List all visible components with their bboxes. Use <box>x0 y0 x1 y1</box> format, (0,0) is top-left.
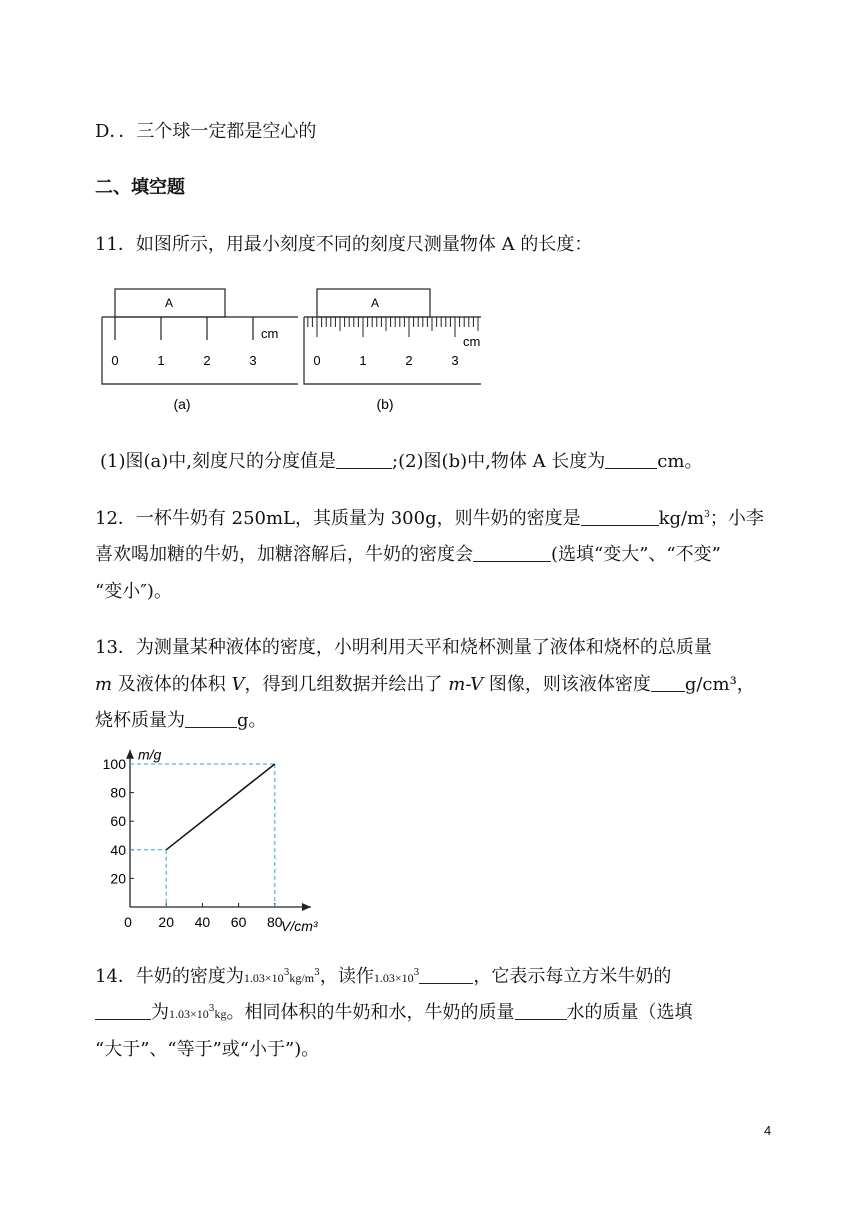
q14-blank-1[interactable] <box>419 969 473 984</box>
series-line <box>166 764 275 850</box>
ruler-b-tick-3: 3 <box>451 353 459 368</box>
q13-blank-2[interactable] <box>185 713 237 728</box>
q11-stem: 11．如图所示，用最小刻度不同的刻度尺测量物体 A 的长度： <box>95 234 593 255</box>
q13-text-2d: g/cm³， <box>684 674 755 695</box>
q14-line-1 <box>95 968 671 986</box>
q14-density-unit: kg/m <box>289 971 315 985</box>
q14-text-1c: ，它表示每立方米牛奶的 <box>473 966 672 987</box>
y-tick-label: 80 <box>110 784 126 801</box>
ruler-b <box>304 289 481 412</box>
ruler-b-tick-2: 2 <box>405 353 413 368</box>
q10-option-d: D．．三个球一定都是空心的 <box>95 121 317 142</box>
x-axis-arrow <box>302 903 311 911</box>
origin-label: 0 <box>124 914 132 930</box>
q13-line-3 <box>95 712 267 730</box>
ruler-b-tick-0: 0 <box>313 353 321 368</box>
block-a-label: A <box>164 296 174 310</box>
ruler-a-tick-2: 2 <box>203 353 211 368</box>
q12-unit: kg/m <box>658 508 705 529</box>
q12-text-2a: 喜欢喝加糖的牛奶，加糖溶解后，牛奶的密度会 <box>95 544 473 565</box>
figure-a-caption: (a) <box>173 396 191 412</box>
q12-text-1a: 12．一杯牛奶有 250mL，其质量为 300g，则牛奶的密度是 <box>95 508 581 529</box>
q13-line-1: 13．为测量某种液体的密度，小明利用天平和烧杯测量了液体和烧杯的总质量 <box>95 637 712 658</box>
q11-text-2: ;(2)图(b)中,物体 A 长度为 <box>392 451 606 472</box>
q14-read-exp: 3 <box>413 968 420 978</box>
q14-text-2b: 。相同体积的牛奶和水，牛奶的质量 <box>226 1002 515 1023</box>
ruler-b-unit: cm <box>463 334 481 349</box>
q12-text-2b: (选填“变大”、“不变” <box>551 544 721 565</box>
q14-line-3: “大于”、“等于”或“小于”)。 <box>95 1039 320 1060</box>
y-tick-label: 40 <box>110 841 126 858</box>
figure-b-caption: (b) <box>376 396 394 412</box>
y-tick-label: 100 <box>102 756 126 772</box>
q14-text-2c: 水的质量（选填 <box>566 1002 693 1023</box>
q14-text-1b: ，读作 <box>319 966 374 987</box>
ruler-a-unit: cm <box>261 326 279 341</box>
q14-density-exp: 3 <box>283 968 290 978</box>
ruler-a-tick-0: 0 <box>111 353 119 368</box>
q13-m: m <box>95 674 113 695</box>
q14-num-2-exp: 3 <box>208 1004 215 1014</box>
q11-blank-1[interactable] <box>336 454 392 469</box>
q12-blank-1[interactable] <box>581 511 659 526</box>
q13-text-3b: g。 <box>237 710 267 731</box>
q14-blank-2[interactable] <box>95 1005 151 1020</box>
y-tick-label: 20 <box>110 870 126 887</box>
x-tick-label: 20 <box>158 914 174 930</box>
q14-num-2: 1.03×10 <box>169 1007 209 1021</box>
x-tick-label: 60 <box>230 914 247 930</box>
y-axis-label: m/g <box>138 746 162 763</box>
y-tick-label: 60 <box>110 813 126 830</box>
x-tick-label: 80 <box>267 914 283 930</box>
q12-line-2 <box>95 546 721 564</box>
q14-blank-3[interactable] <box>515 1005 567 1020</box>
q11-blank-2[interactable] <box>605 454 657 469</box>
q13-text-2c: 图像，则该液体密度 <box>483 674 651 695</box>
q13-mv: m-V <box>448 674 484 695</box>
section-title: 二、填空题 <box>95 177 185 198</box>
q14-text-2a: 为 <box>151 1002 169 1023</box>
q13-blank-1[interactable] <box>651 677 685 692</box>
q14-read-num: 1.03×10 <box>373 971 414 985</box>
q11-ruler-figures <box>95 283 495 418</box>
q12-line-1 <box>95 510 764 528</box>
q14-text-1a: 14．牛奶的密度为 <box>95 966 244 987</box>
mv-chart <box>95 746 385 935</box>
q13-text-3a: 烧杯质量为 <box>95 710 185 731</box>
q12-blank-2[interactable] <box>473 547 551 562</box>
x-axis-label: V/cm³ <box>281 918 318 934</box>
q13-text-2a: 及液体的体积 <box>112 674 232 695</box>
q14-density: 1.03×10 <box>243 971 284 985</box>
q14-density-unit-exp: 3 <box>314 968 320 978</box>
ruler-a-tick-1: 1 <box>157 353 165 368</box>
q12-text-1b: ；小李 <box>709 508 764 529</box>
q13-text-2b: ，得到几组数据并绘出了 <box>244 674 449 695</box>
ruler-b-tick-1: 1 <box>359 353 367 368</box>
q14-line-2 <box>95 1004 693 1022</box>
q11-answer-line <box>100 453 702 471</box>
ruler-a <box>102 289 298 412</box>
page-number: 4 <box>764 1123 772 1138</box>
q11-text-3: cm。 <box>657 451 703 472</box>
q13-v: V <box>231 674 245 695</box>
ruler-a-tick-3: 3 <box>249 353 257 368</box>
q11-text-1: (1)图(a)中,刻度尺的分度值是 <box>100 451 336 472</box>
ruler-b-ticks <box>308 317 478 337</box>
q12-unit-sup: 3 <box>704 510 710 520</box>
q14-unit-2: kg <box>214 1007 227 1021</box>
q12-line-3: “变小″)。 <box>95 581 172 602</box>
block-b-label: A <box>370 296 380 310</box>
q13-line-2 <box>95 676 755 694</box>
y-axis-arrow <box>126 750 134 759</box>
x-tick-label: 40 <box>194 914 211 930</box>
